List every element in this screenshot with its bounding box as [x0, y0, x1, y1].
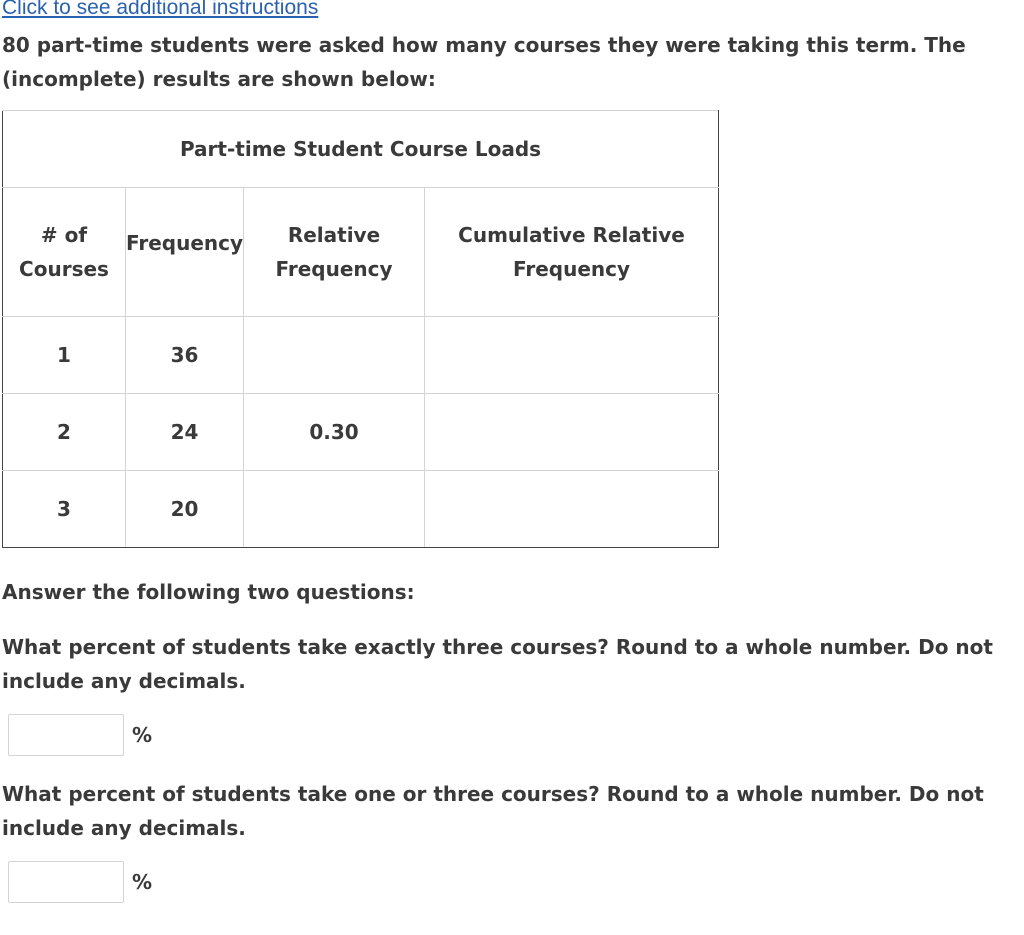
cell-courses: 2: [3, 394, 126, 471]
header-courses-line2: Courses: [19, 257, 109, 281]
header-relative-line2: Frequency: [275, 257, 393, 281]
course-loads-table: [2, 110, 719, 548]
header-courses: [3, 188, 126, 317]
question-1-input[interactable]: [8, 714, 124, 756]
header-cumulative-line1: Cumulative Relative: [458, 223, 685, 247]
cell-cumulative-relative-frequency: [425, 394, 719, 471]
question-1-text: What percent of students take exactly three courses? Round to a whole number. Do not include any decimals.: [2, 635, 993, 693]
cell-cumulative-relative-frequency: [425, 471, 719, 548]
table-row: [3, 471, 719, 548]
cell-frequency: 36: [126, 317, 244, 394]
question-1-answer: [8, 712, 152, 758]
cell-cumulative-relative-frequency: [425, 317, 719, 394]
question-2-answer: [8, 859, 152, 905]
header-courses-line1: # of: [40, 223, 88, 247]
percent-unit: %: [132, 870, 153, 894]
cell-courses: 3: [3, 471, 126, 548]
questions-heading: Answer the following two questions:: [2, 580, 415, 604]
header-relative-line1: Relative: [287, 223, 381, 247]
cell-relative-frequency: [244, 471, 425, 548]
header-cumulative-relative-frequency: [425, 188, 719, 317]
additional-instructions-link[interactable]: Click to see additional instructions: [2, 0, 319, 19]
table-title: Part-time Student Course Loads: [3, 111, 719, 188]
table-row: [3, 317, 719, 394]
problem-intro: 80 part-time students were asked how many courses they were taking this term. The (incomplete) results are shown below:: [2, 33, 966, 91]
header-relative-frequency: [244, 188, 425, 317]
cell-courses: 1: [3, 317, 126, 394]
cell-relative-frequency: [244, 317, 425, 394]
question-2-input[interactable]: [8, 861, 124, 903]
header-frequency: Frequency: [126, 188, 244, 317]
cell-frequency: 20: [126, 471, 244, 548]
table-row: [3, 394, 719, 471]
header-cumulative-line2: Frequency: [512, 257, 631, 281]
question-2-text: What percent of students take one or three courses? Round to a whole number. Do not include any decimals.: [2, 782, 984, 840]
cell-frequency: 24: [126, 394, 244, 471]
percent-unit: %: [132, 723, 153, 747]
cell-relative-frequency: 0.30: [244, 394, 425, 471]
